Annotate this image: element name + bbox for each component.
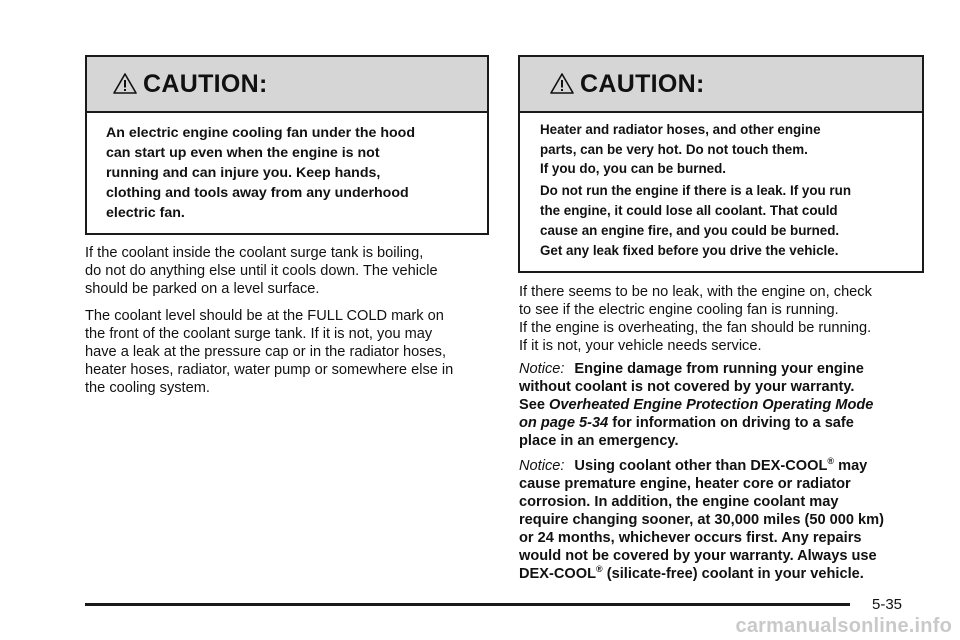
text-line: corrosion. In addition, the engine coolant may (519, 494, 839, 510)
caution-line: the engine, it could lose all coolant. That could (540, 202, 838, 218)
caution-box-right (518, 55, 924, 273)
warning-triangle-icon (550, 72, 574, 96)
caution-box-left (85, 55, 489, 235)
text-line: do not do anything else until it cools down. The vehicle (85, 263, 438, 279)
text-line: have a leak at the pressure cap or in the radiator hoses, (85, 344, 447, 360)
caution-line: can start up even when the engine is not (106, 145, 380, 161)
notice-warranty (519, 360, 934, 450)
left-body-text (85, 244, 495, 397)
text-line: the front of the coolant surge tank. If it is not, you may (85, 326, 433, 342)
watermark: carmanualsonline.info (735, 615, 952, 637)
caution-line: cause an engine fire, and you could be burned. (540, 222, 840, 238)
text-line: If the engine is overheating, the fan should be running. (519, 320, 872, 336)
caution-line: electric fan. (106, 205, 185, 221)
text-line: would not be covered by your warranty. Always use (519, 548, 877, 564)
text-line: should be parked on a level surface. (85, 281, 320, 297)
caution-line: An electric engine cooling fan under the hood (106, 125, 415, 141)
caution-paragraph (540, 120, 922, 179)
text-line: without coolant is not covered by your warranty. (519, 379, 855, 395)
notice-text: for information on driving to a safe (612, 415, 854, 431)
notice-text: Engine damage from running your engine (574, 361, 864, 377)
caution-header (520, 57, 922, 113)
notice-label: Notice: (519, 361, 565, 377)
see-text: See (519, 397, 545, 413)
text-line (519, 360, 934, 378)
caution-line: running and can injure you. Keep hands, (106, 165, 381, 181)
caution-header (87, 57, 487, 113)
registered-mark: ® (596, 564, 603, 574)
caution-paragraph (540, 181, 922, 261)
text-line (519, 457, 939, 475)
text-line (519, 414, 934, 432)
caution-title: CAUTION: (580, 69, 705, 98)
text-line: If it is not, your vehicle needs service. (519, 338, 762, 354)
text-line: or 24 months, whichever occurs first. Any repairs (519, 530, 862, 546)
paragraph (85, 307, 495, 397)
caution-line: parts, can be very hot. Do not touch them. (540, 141, 808, 157)
notice-coolant (519, 457, 939, 583)
text-line: If the coolant inside the coolant surge tank is boiling, (85, 245, 424, 261)
caution-line: clothing and tools away from any underhood (106, 185, 409, 201)
text-line: The coolant level should be at the FULL COLD mark on (85, 308, 444, 324)
text-line: the cooling system. (85, 380, 210, 396)
notice-text: Using coolant other than DEX-COOL (574, 458, 828, 474)
caution-line: Get any leak fixed before you drive the vehicle. (540, 242, 839, 258)
paragraph (85, 244, 495, 298)
notice-label: Notice: (519, 458, 565, 474)
text-line: to see if the electric engine cooling fan is running. (519, 302, 839, 318)
registered-mark: ® (827, 456, 835, 466)
caution-line: Heater and radiator hoses, and other engine (540, 122, 821, 137)
warning-triangle-icon (113, 72, 137, 96)
text-line (519, 396, 934, 414)
cross-reference-link[interactable]: Overheated Engine Protection Operating Mode (549, 397, 874, 413)
caution-line: Do not run the engine if there is a leak. If you run (540, 182, 851, 198)
caution-title: CAUTION: (143, 69, 268, 98)
cross-reference-link[interactable]: on page 5-34 (519, 415, 609, 431)
caution-line: If you do, you can be burned. (540, 161, 726, 176)
text-line: cause premature engine, heater core or radiator (519, 476, 851, 492)
right-body-text (519, 283, 934, 355)
text-line: place in an emergency. (519, 433, 679, 449)
notice-text: may (838, 458, 868, 474)
page-number: 5-35 (872, 596, 903, 613)
caution-body (520, 113, 922, 261)
text-line (519, 565, 939, 583)
notice-text: (silicate-free) coolant in your vehicle. (606, 566, 864, 582)
text-line: require changing sooner, at 30,000 miles (50 000 km) (519, 512, 885, 528)
text-line: heater hoses, radiator, water pump or somewhere else in (85, 362, 454, 378)
footer-rule (85, 603, 850, 606)
caution-body (87, 113, 487, 223)
text-line: If there seems to be no leak, with the engine on, check (519, 284, 872, 300)
notice-text: DEX-COOL (519, 566, 597, 582)
